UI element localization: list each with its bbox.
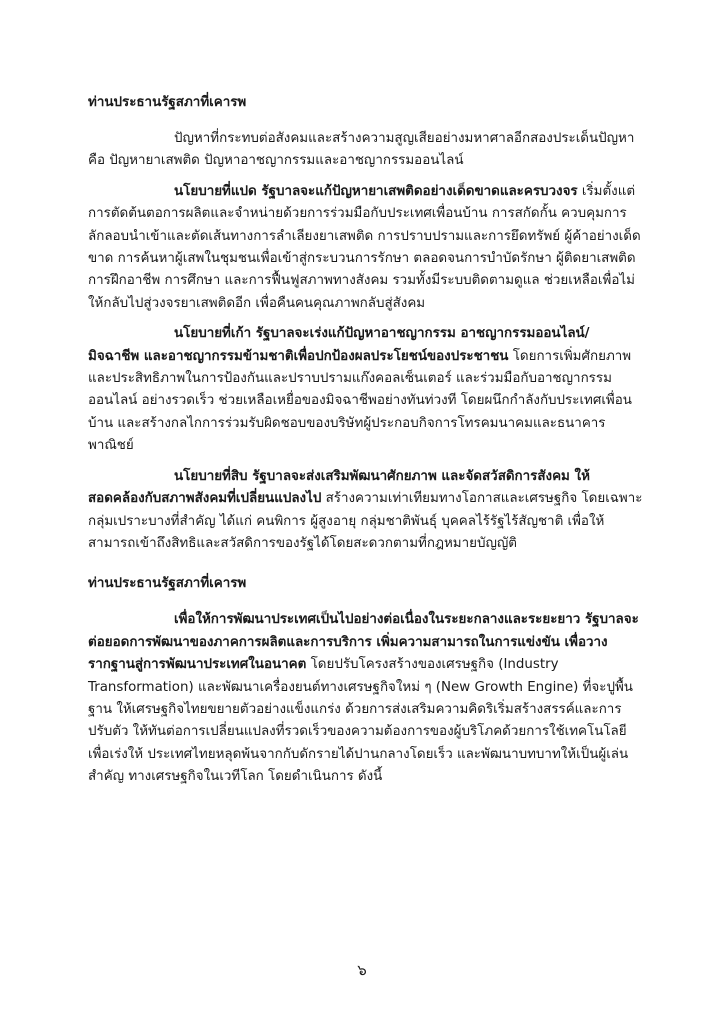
policy-8-body: เริ่มตั้งแต่การตัดต้นตอการผลิตและจำหน่ายด้วยการร่วมมือกับประเทศเพื่อนบ้าน การสกัดกั้น ควบคุมการลักลอบนำเข้าและตัดเส้นทางการลำเลียงยาเสพติด การปราบปรามและการยึดทรัพย์ ผู้ค้าอย่างเด็ดขาด การค้นหาผู้เสพในชุมชนเพื่อเข้าสู่กระบวนการรักษา ตลอดจนการบำบัดรักษา ผู้ติดยาเสพติด การฝึกอาชีพ การศึกษา และการฟื้นฟูสภาพทางสังคม รวมทั้งมีระบบติดตามดูแล ช่วยเหลือเพื่อไม่ให้กลับไปสู่วงจรยาเสพติดอีก เพื่อคืนคนคุณภาพกลับสู่สังคม bbox=[88, 183, 641, 311]
development-body: โดยปรับโครงสร้างของเศรษฐกิจ (Industry Transformation) และพัฒนาเครื่องยนต์ทางเศรษฐกิจใหม่ ๆ (New Growth Engine) ที่จะปูพื้นฐาน ให้เศรษฐกิจไทยขยายตัวอย่างแข็งแกร่ง ด้วยการส่งเสริมความคิดริเริ่มสร้างสรรค์และการปรับตัว ให้ทันต่อการเปลี่ยนแปลงที่รวดเร็วของความต้องการของผู้บริโภคด้วยการใช้เทคโนโลยี เพื่อเร่งให้ ประเทศไทยหลุดพ้นจากกับดักรายได้ปานกลางโดยเร็ว และพัฒนาบทบาทให้เป็นผู้เล่นสำคัญ ทางเศรษฐกิจในเวทีโลก โดยดำเนินการ ดังนี้ bbox=[88, 657, 633, 785]
paragraph-policy-9 bbox=[88, 323, 644, 457]
paragraph-intro bbox=[88, 128, 644, 173]
policy-10-title: นโยบายที่สิบ รัฐบาลจะส่งเสริมพัฒนาศักยภาพ และจัดสวัสดิการสังคม ให้สอดคล้องกับสภาพสังคมที่เปลี่ยนแปลงไป bbox=[88, 468, 590, 507]
page-number: ๖ bbox=[357, 961, 367, 979]
policy-9-title: นโยบายที่เก้า รัฐบาลจะเร่งแก้ปัญหาอาชญากรรม อาชญากรรมออนไลน์/ มิจฉาชีพ และอาชญากรรมข้ามชาติเพื่อปกป้องผลประโยชน์ของประชาชน bbox=[88, 326, 590, 364]
paragraph-policy-10 bbox=[88, 466, 644, 556]
paragraph-development bbox=[88, 609, 644, 788]
policy-10-body: สร้างความเท่าเทียมทางโอกาสและเศรษฐกิจ โดยเฉพาะกลุ่มเปราะบางที่สำคัญ ได้แก่ คนพิการ ผู้สูงอายุ กลุ่มชาติพันธุ์ บุคคลไร้รัฐไร้สัญชาติ เพื่อให้สามารถเข้าถึงสิทธิและสวัสดิการของรัฐได้โดยสะดวกตามที่กฎหมายบัญญัติ bbox=[88, 491, 643, 551]
policy-8-title: นโยบายที่แปด รัฐบาลจะแก้ปัญหายาเสพติดอย่างเด็ดขาดและครบวงจร bbox=[174, 183, 578, 199]
salutation-heading-1: ท่านประธานรัฐสภาที่เคารพ bbox=[88, 95, 247, 110]
paragraph-policy-8 bbox=[88, 181, 644, 315]
policy-9-body: โดยการเพิ่มศักยภาพ และประสิทธิภาพในการป้องกันและปราบปรามแก๊งคอลเซ็นเตอร์ และร่วมมือกับอาชญากรรมออนไลน์ อย่างรวดเร็ว ช่วยเหลือเหยื่อของมิจฉาชีพอย่างทันท่วงที โดยผนึกกำลังกับประเทศเพื่อนบ้าน และสร้างกลไกการร่วมรับผิดชอบของบริษัทผู้ประกอบกิจการโทรคมนาคมและธนาคารพาณิชย์ bbox=[88, 348, 632, 454]
development-title: เพื่อให้การพัฒนาประเทศเป็นไปอย่างต่อเนื่องในระยะกลางและระยะยาว รัฐบาลจะต่อยอดการพัฒนาของภาคการผลิตและการบริการ เพิ่มความสามารถในการแข่งขัน เพื่อวางรากฐานสู่การพัฒนาประเทศในอนาคต bbox=[88, 612, 639, 673]
paragraph-intro-text: ปัญหาที่กระทบต่อสังคมและสร้างความสูญเสียอย่างมหาศาลอีกสองประเด็นปัญหา คือ ปัญหายาเสพติด ปัญหาอาชญากรรมและอาชญากรรมออนไลน์ bbox=[88, 131, 635, 169]
page-content bbox=[88, 92, 644, 797]
salutation-heading-2: ท่านประธานรัฐสภาที่เคารพ bbox=[88, 576, 247, 592]
